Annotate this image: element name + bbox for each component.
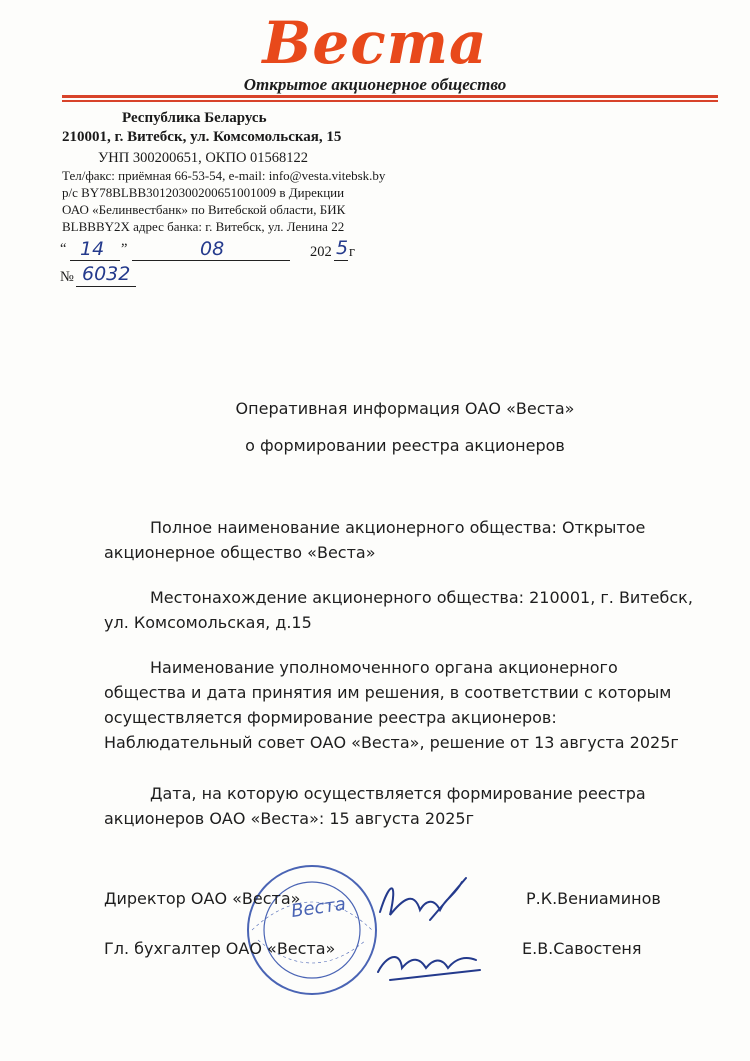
document-title: Оперативная информация ОАО «Веста»	[235, 399, 575, 418]
paragraph-text: Местонахождение акционерного общества: 210001, г. Витебск, ул. Комсомольская, д.15	[104, 588, 693, 632]
paragraph-text: Наименование уполномоченного органа акционерного общества и дата принятия им решения, в соответствии с которым осуществляется формирование реестра акционеров: Наблюдательный совет ОАО «Веста», решение от 13 августа 2025г	[104, 658, 679, 752]
bank-line-1: р/с BY78BLBB30120300200651001009 в Дирекции	[62, 185, 345, 200]
director-title: Директор ОАО «Веста»	[104, 889, 301, 908]
paragraph-company-name	[104, 515, 694, 565]
document-subtitle: о формировании реестра акционеров	[245, 436, 565, 455]
day-underline	[70, 260, 120, 261]
stamp-and-signatures	[230, 860, 530, 1000]
bank-line-3: BLBBBY2X адрес банка: г. Витебск, ул. Ленина 22	[62, 219, 345, 234]
accountant-title: Гл. бухгалтер ОАО «Веста»	[104, 939, 336, 958]
number-underline	[76, 286, 136, 287]
bank-line-2: ОАО «Белинвестбанк» по Витебской области, БИК	[62, 202, 346, 217]
registration-ids: УНП 300200651, ОКПО 01568122	[98, 150, 309, 166]
accountant-name: Е.В.Савостеня	[522, 939, 642, 958]
paragraph-authority	[104, 655, 694, 755]
company-type: Открытое акционерное общество	[243, 75, 507, 94]
date-day: 14	[80, 238, 105, 260]
director-signature	[380, 878, 466, 920]
accountant-signature	[378, 957, 480, 980]
paragraph-text: Полное наименование акционерного общества: Открытое акционерное общество «Веста»	[104, 518, 646, 562]
paragraph-record-date	[104, 781, 694, 831]
number-label: №	[60, 269, 74, 285]
paragraph-location	[104, 585, 694, 635]
quote-open: “	[60, 241, 67, 257]
paragraph-text: Дата, на которую осуществляется формирование реестра акционеров ОАО «Веста»: 15 августа 2025г	[104, 784, 646, 828]
contacts-line: Тел/факс: приёмная 66-53-54, e-mail: info@vesta.vitebsk.by	[62, 168, 386, 183]
country-line: Республика Беларусь	[122, 110, 267, 126]
company-stamp	[248, 866, 376, 994]
number-value: 6032	[82, 263, 131, 285]
company-logo: Веста	[262, 9, 488, 77]
date-year-digit: 5	[336, 237, 349, 259]
address-line: 210001, г. Витебск, ул. Комсомольская, 15	[62, 129, 342, 145]
director-name: Р.К.Вениаминов	[526, 889, 661, 908]
date-month: 08	[200, 238, 225, 260]
year-prefix: 202	[310, 244, 332, 260]
svg-text:Веста: Веста	[289, 893, 348, 923]
quote-close: ”	[121, 241, 128, 257]
header-rule	[62, 95, 718, 98]
year-underline	[334, 260, 348, 261]
year-suffix: г	[349, 244, 355, 260]
header-rule-thin	[62, 100, 718, 102]
month-underline	[132, 260, 290, 261]
